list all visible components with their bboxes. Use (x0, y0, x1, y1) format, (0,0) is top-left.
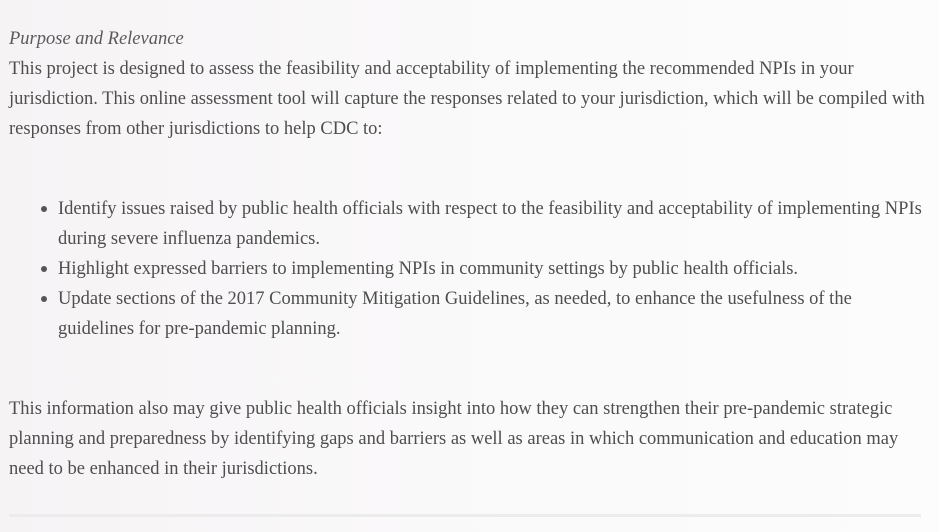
spacer (9, 344, 927, 394)
bullet-icon (41, 206, 47, 212)
purpose-section (9, 24, 927, 484)
intro-paragraph: This project is designed to assess the feasibility and acceptability of implementing the recommended NPIs in your jurisdiction. This online assessment tool will capture the responses related to your jurisdiction, which will be compiled with responses from other jurisdictions to help CDC to: (9, 59, 925, 139)
section-title: Purpose and Relevance (9, 29, 184, 49)
spacer (9, 144, 927, 194)
divider (9, 514, 921, 517)
list-item (58, 254, 927, 284)
bullet-list (9, 194, 927, 344)
bullet-icon (41, 296, 47, 302)
closing-paragraph: This information also may give public health officials insight into how they can strengthen their pre-pandemic strategic planning and preparedness by identifying gaps and barriers as well as areas in which communication and education may need to be enhanced in their jurisdictions. (9, 399, 899, 479)
list-item (58, 284, 927, 344)
list-item (58, 194, 927, 254)
bullet-icon (41, 266, 47, 272)
list-item-text: Update sections of the 2017 Community Mitigation Guidelines, as needed, to enhance the usefulness of the guidelines for pre-pandemic planning. (58, 289, 852, 339)
list-item-text: Highlight expressed barriers to implementing NPIs in community settings by public health officials. (58, 259, 799, 279)
list-item-text: Identify issues raised by public health officials with respect to the feasibility and acceptability of implementing NPIs during severe influenza pandemics. (58, 199, 922, 249)
